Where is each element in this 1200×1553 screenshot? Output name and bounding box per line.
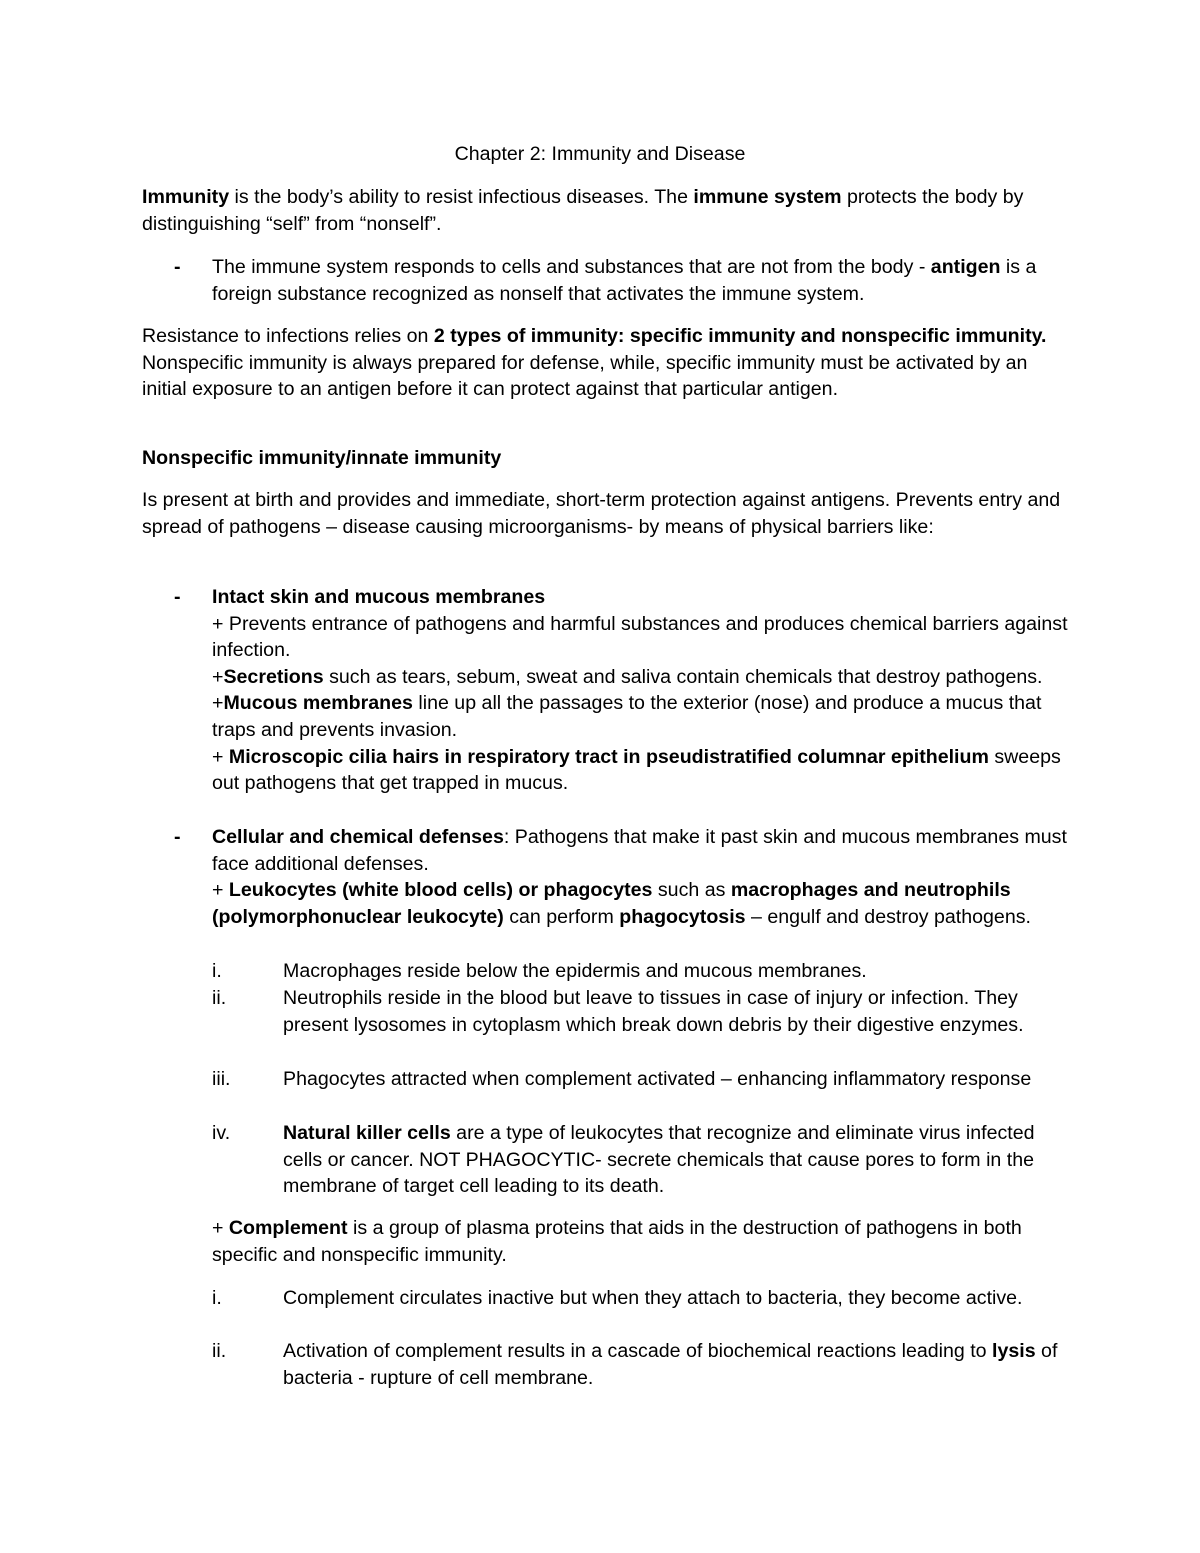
term-immunity: Immunity (142, 186, 230, 208)
list-item: Macrophages reside below the epidermis and mucous membranes. (283, 960, 867, 982)
list-number: i. (212, 960, 222, 982)
list-item: Phagocytes attracted when complement activated – enhancing inflammatory response (283, 1068, 1032, 1090)
skin-point-2: +Secretions such as tears, sebum, sweat and saliva contain chemicals that destroy pathogens. (212, 665, 1043, 688)
term-antigen: antigen (930, 256, 1001, 278)
list-item: Natural killer cells are a type of leukocytes that recognize and eliminate virus infected cells or cancer. NOT PHAGOCYTIC- secrete chemicals that cause pores to form in the membrane of target cell leading to its death. (283, 1122, 1035, 1198)
present-paragraph: Is present at birth and provides and immediate, short-term protection against antigens. Prevents entry and spread of pathogens – disease causing microorganisms- by means of physical barriers like: (142, 489, 1061, 538)
skin-label: Intact skin and mucous membranes (212, 586, 546, 608)
list-item: Activation of complement results in a cascade of biochemical reactions leading to lysis of bacteria - rupture of cell membrane. (283, 1340, 1058, 1389)
skin-bullet (212, 584, 1072, 797)
complement-point: + Complement is a group of plasma proteins that aids in the destruction of pathogens in both specific and nonspecific immunity. (212, 1217, 1022, 1266)
list-item: Neutrophils reside in the blood but leave to tissues in case of injury or infection. They present lysosomes in cytoplasm which break down debris by their digestive enzymes. (283, 987, 1024, 1036)
list-number: ii. (212, 987, 227, 1009)
list-item: Complement circulates inactive but when they attach to bacteria, they become active. (283, 1287, 1023, 1309)
intro-paragraph: Immunity is the body’s ability to resist infectious diseases. The immune system protects the body by distinguishing “self” from “nonself”. (142, 186, 1024, 235)
bullet-dash: - (174, 256, 181, 278)
list-number: iii. (212, 1068, 231, 1090)
skin-point-4: + Microscopic cilia hairs in respiratory tract in pseudistratified columnar epithelium sweeps out pathogens that get trapped in mucus. (212, 745, 1061, 795)
skin-point-3: +Mucous membranes line up all the passages to the exterior (nose) and produce a mucus that traps and prevents invasion. (212, 692, 1042, 741)
list-number: i. (212, 1287, 222, 1309)
leukocytes-point: + Leukocytes (white blood cells) or phagocytes such as macrophages and neutrophils (polymorphonuclear leukocyte) can perform phagocytosis – engulf and destroy pathogens. (212, 879, 1031, 928)
cellular-intro: Cellular and chemical defenses: Pathogens that make it past skin and mucous membranes must face additional defenses. (212, 826, 1067, 875)
list-number: iv. (212, 1122, 231, 1144)
chapter-title: Chapter 2: Immunity and Disease (454, 143, 746, 165)
term-two-types: 2 types of immunity: specific immunity and nonspecific immunity. (433, 325, 1047, 347)
section-heading: Nonspecific immunity/innate immunity (142, 447, 502, 469)
skin-point-1: + Prevents entrance of pathogens and harmful substances and produces chemical barriers against infection. (212, 612, 1068, 662)
antigen-bullet: The immune system responds to cells and substances that are not from the body - antigen is a foreign substance recognized as nonself that activates the immune system. (212, 256, 1037, 305)
bullet-dash: - (174, 826, 181, 848)
bullet-dash: - (174, 586, 181, 608)
term-immune-system: immune system (693, 186, 842, 208)
cellular-bullet (212, 824, 1072, 930)
list-number: ii. (212, 1340, 227, 1362)
resistance-paragraph: Resistance to infections relies on 2 types of immunity: specific immunity and nonspecific immunity. Nonspecific immunity is always prepared for defense, while, specific immunity must be activated by an initial exposure to an antigen before it can protect against that particular antigen. (142, 325, 1047, 401)
